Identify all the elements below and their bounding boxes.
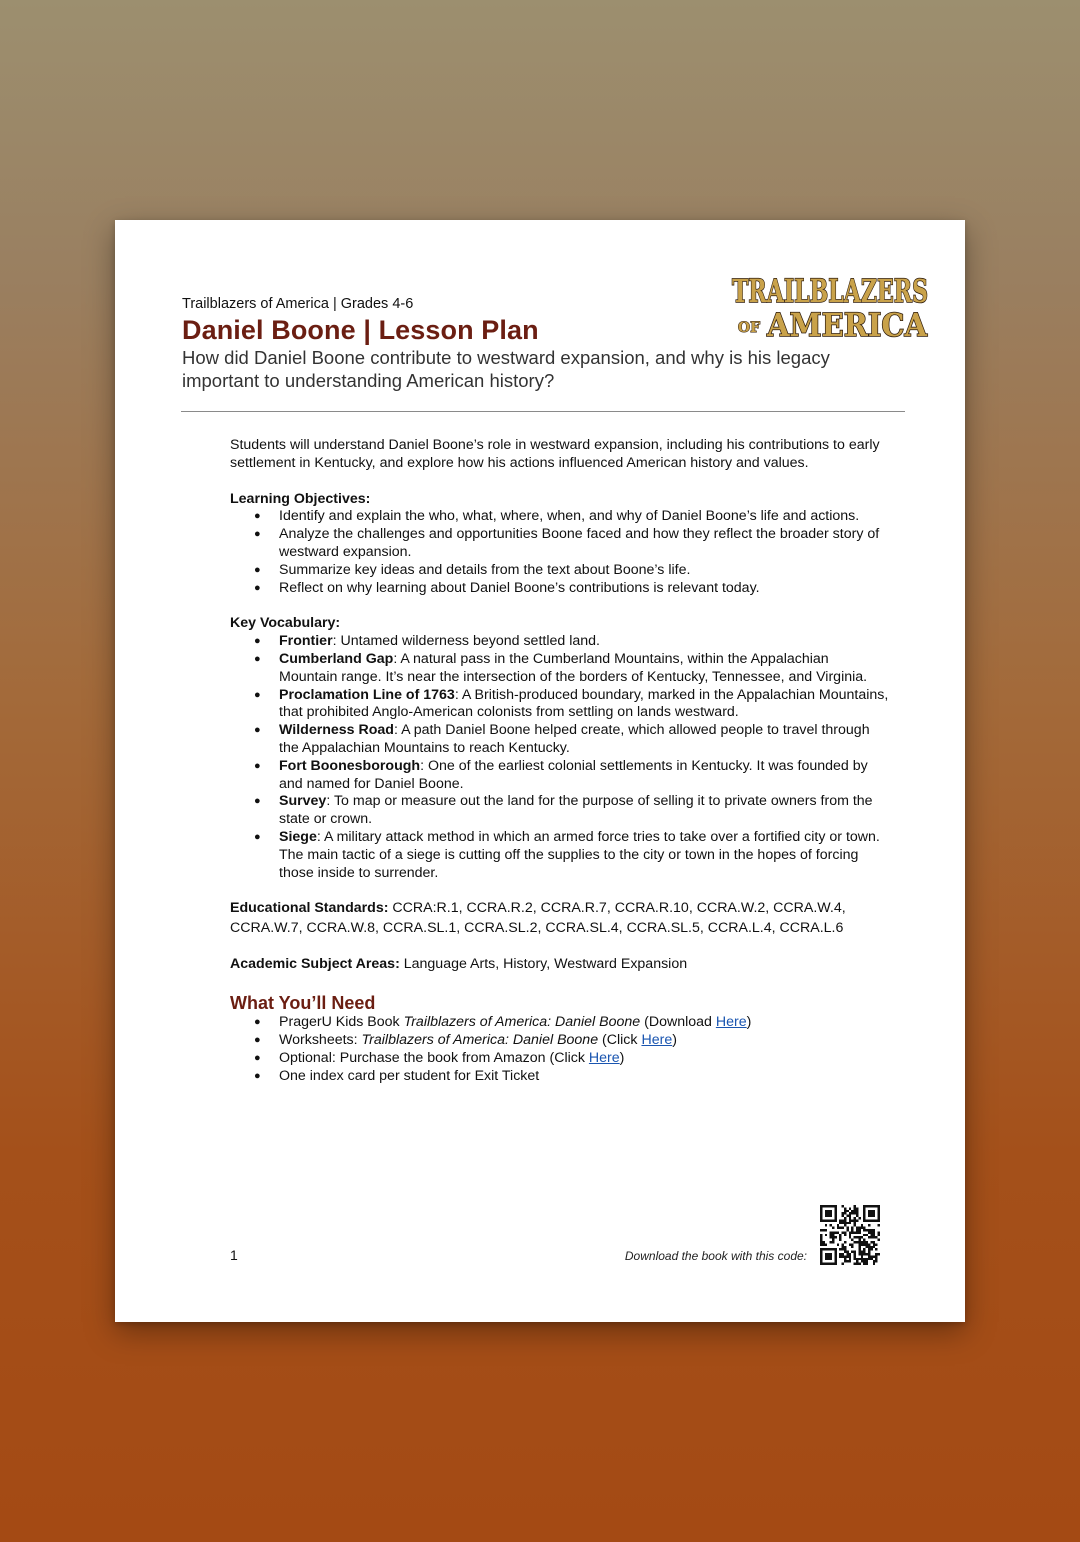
here-link[interactable]: Here <box>588 1049 620 1066</box>
material-title: Trailblazers of America: Daniel Boone <box>403 1014 641 1031</box>
material-text: Worksheets: <box>279 1031 362 1048</box>
material-item <box>230 1014 890 1032</box>
material-item <box>230 1050 890 1068</box>
standards-value: CCRA:R.1, CCRA.R.2, CCRA.R.7, CCRA.R.10, CCRA.W.2, CCRA.W.4, CCRA.W.7, CCRA.W.8, CCRA.SL.1, CCRA.SL.2, CCRA.SL.4, CCRA.SL.5, CCRA.L.4, CCRA.L.6 <box>230 900 846 937</box>
material-text: Optional: Purchase the book from Amazon (Click <box>279 1049 589 1066</box>
material-item <box>230 1068 890 1086</box>
materials-list <box>230 1014 890 1085</box>
vocabulary-term: Wilderness Road <box>279 722 394 739</box>
subjects-label: Academic Subject Areas: <box>230 956 400 973</box>
qr-code[interactable] <box>820 1205 880 1265</box>
objective-item: ● Identify and explain the who, what, where, when, and why of Daniel Boone’s life and actions. <box>230 508 890 526</box>
material-item <box>230 1032 890 1050</box>
header-divider <box>181 411 905 412</box>
vocabulary-definition: : A British-produced boundary, marked in the Appalachian Mountains, that prohibited Anglo-American colonists from settling on lands westward. <box>279 686 889 721</box>
vocabulary-term: Proclamation Line of 1763 <box>279 686 455 703</box>
lesson-plan-page <box>115 220 965 1322</box>
lesson-content <box>230 437 890 1085</box>
material-text: ) <box>672 1031 677 1048</box>
material-text: PragerU Kids Book <box>279 1014 404 1031</box>
qr-caption: Download the book with this code: <box>624 1249 807 1263</box>
objective-item: ● Summarize key ideas and details from the text about Boone’s life. <box>230 562 890 580</box>
vocabulary-item <box>230 758 890 794</box>
vocabulary-list <box>230 633 890 882</box>
vocabulary-heading: Key Vocabulary: <box>230 615 341 632</box>
here-link[interactable]: Here <box>715 1014 747 1031</box>
subjects-value: Language Arts, History, Westward Expansion <box>399 956 688 973</box>
vocabulary-definition: : A military attack method in which an armed force tries to take over a fortified city or town. The main tactic of a siege is cutting off the supplies to the city or town in the hopes of forcing those inside to surrender. <box>279 828 880 881</box>
vocabulary-item <box>230 793 890 829</box>
vocabulary-term: Cumberland Gap <box>279 650 394 667</box>
objectives-heading: Learning Objectives: <box>230 490 371 507</box>
vocabulary-definition: : A path Daniel Boone helped create, which allowed people to travel through the Appalachian Mountains to reach Kentucky. <box>279 722 870 756</box>
here-link[interactable]: Here <box>641 1031 673 1048</box>
vocabulary-term: Siege <box>279 828 317 845</box>
page-title: Daniel Boone | Lesson Plan <box>182 315 539 345</box>
vocabulary-item <box>230 722 890 758</box>
logo-of: OF <box>737 320 761 336</box>
vocabulary-definition: : A natural pass in the Cumberland Mountains, within the Appalachian Mountain range. It’s near the intersection of the borders of Kentucky, Tennessee, and Virginia. <box>279 650 868 685</box>
objective-item: ● Reflect on why learning about Daniel Boone’s contributions is relevant today. <box>230 580 890 598</box>
vocabulary-item <box>230 651 890 687</box>
vocabulary-definition: : To map or measure out the land for the purpose of selling it to private owners from the state or crown. <box>279 793 873 828</box>
standards-label: Educational Standards: <box>230 900 389 917</box>
vocabulary-term: Fort Boonesborough <box>279 757 421 774</box>
educational-standards <box>230 898 890 938</box>
objective-item: ● Analyze the challenges and opportunities Boone faced and how they reflect the broader story of westward expansion. <box>230 526 890 562</box>
series-grade-label: Trailblazers of America | Grades 4-6 <box>182 296 414 312</box>
vocabulary-definition: : One of the earliest colonial settlements in Kentucky. It was founded by and named for Daniel Boone. <box>279 757 868 792</box>
page-number: 1 <box>230 1247 238 1263</box>
material-text: (Click <box>598 1031 642 1048</box>
trailblazers-logo <box>729 270 931 342</box>
vocabulary-term: Frontier <box>279 633 333 650</box>
material-text: (Download <box>640 1014 716 1031</box>
material-title: Trailblazers of America: Daniel Boone <box>361 1031 599 1048</box>
essential-question: How did Daniel Boone contribute to westward expansion, and why is his legacy important to understanding American history? <box>182 347 830 391</box>
material-text: ) <box>619 1049 625 1066</box>
vocabulary-item <box>230 829 890 882</box>
subject-areas <box>230 956 890 974</box>
logo-line2: AMERICA <box>766 306 929 344</box>
logo-line1: TRAILBLAZERS <box>732 272 928 310</box>
objectives-list <box>230 508 890 597</box>
material-text: One index card per student for Exit Ticket <box>279 1067 540 1084</box>
vocabulary-term: Survey <box>279 793 327 810</box>
materials-heading: What You’ll Need <box>230 993 376 1014</box>
vocabulary-item <box>230 633 890 651</box>
vocabulary-item <box>230 687 890 723</box>
vocabulary-definition: : Untamed wilderness beyond settled land. <box>332 633 600 650</box>
lesson-overview: Students will understand Daniel Boone’s role in westward expansion, including his contributions to early settlement in Kentucky, and explore how his actions influenced American history and values. <box>230 437 880 471</box>
material-text: ) <box>746 1014 752 1031</box>
